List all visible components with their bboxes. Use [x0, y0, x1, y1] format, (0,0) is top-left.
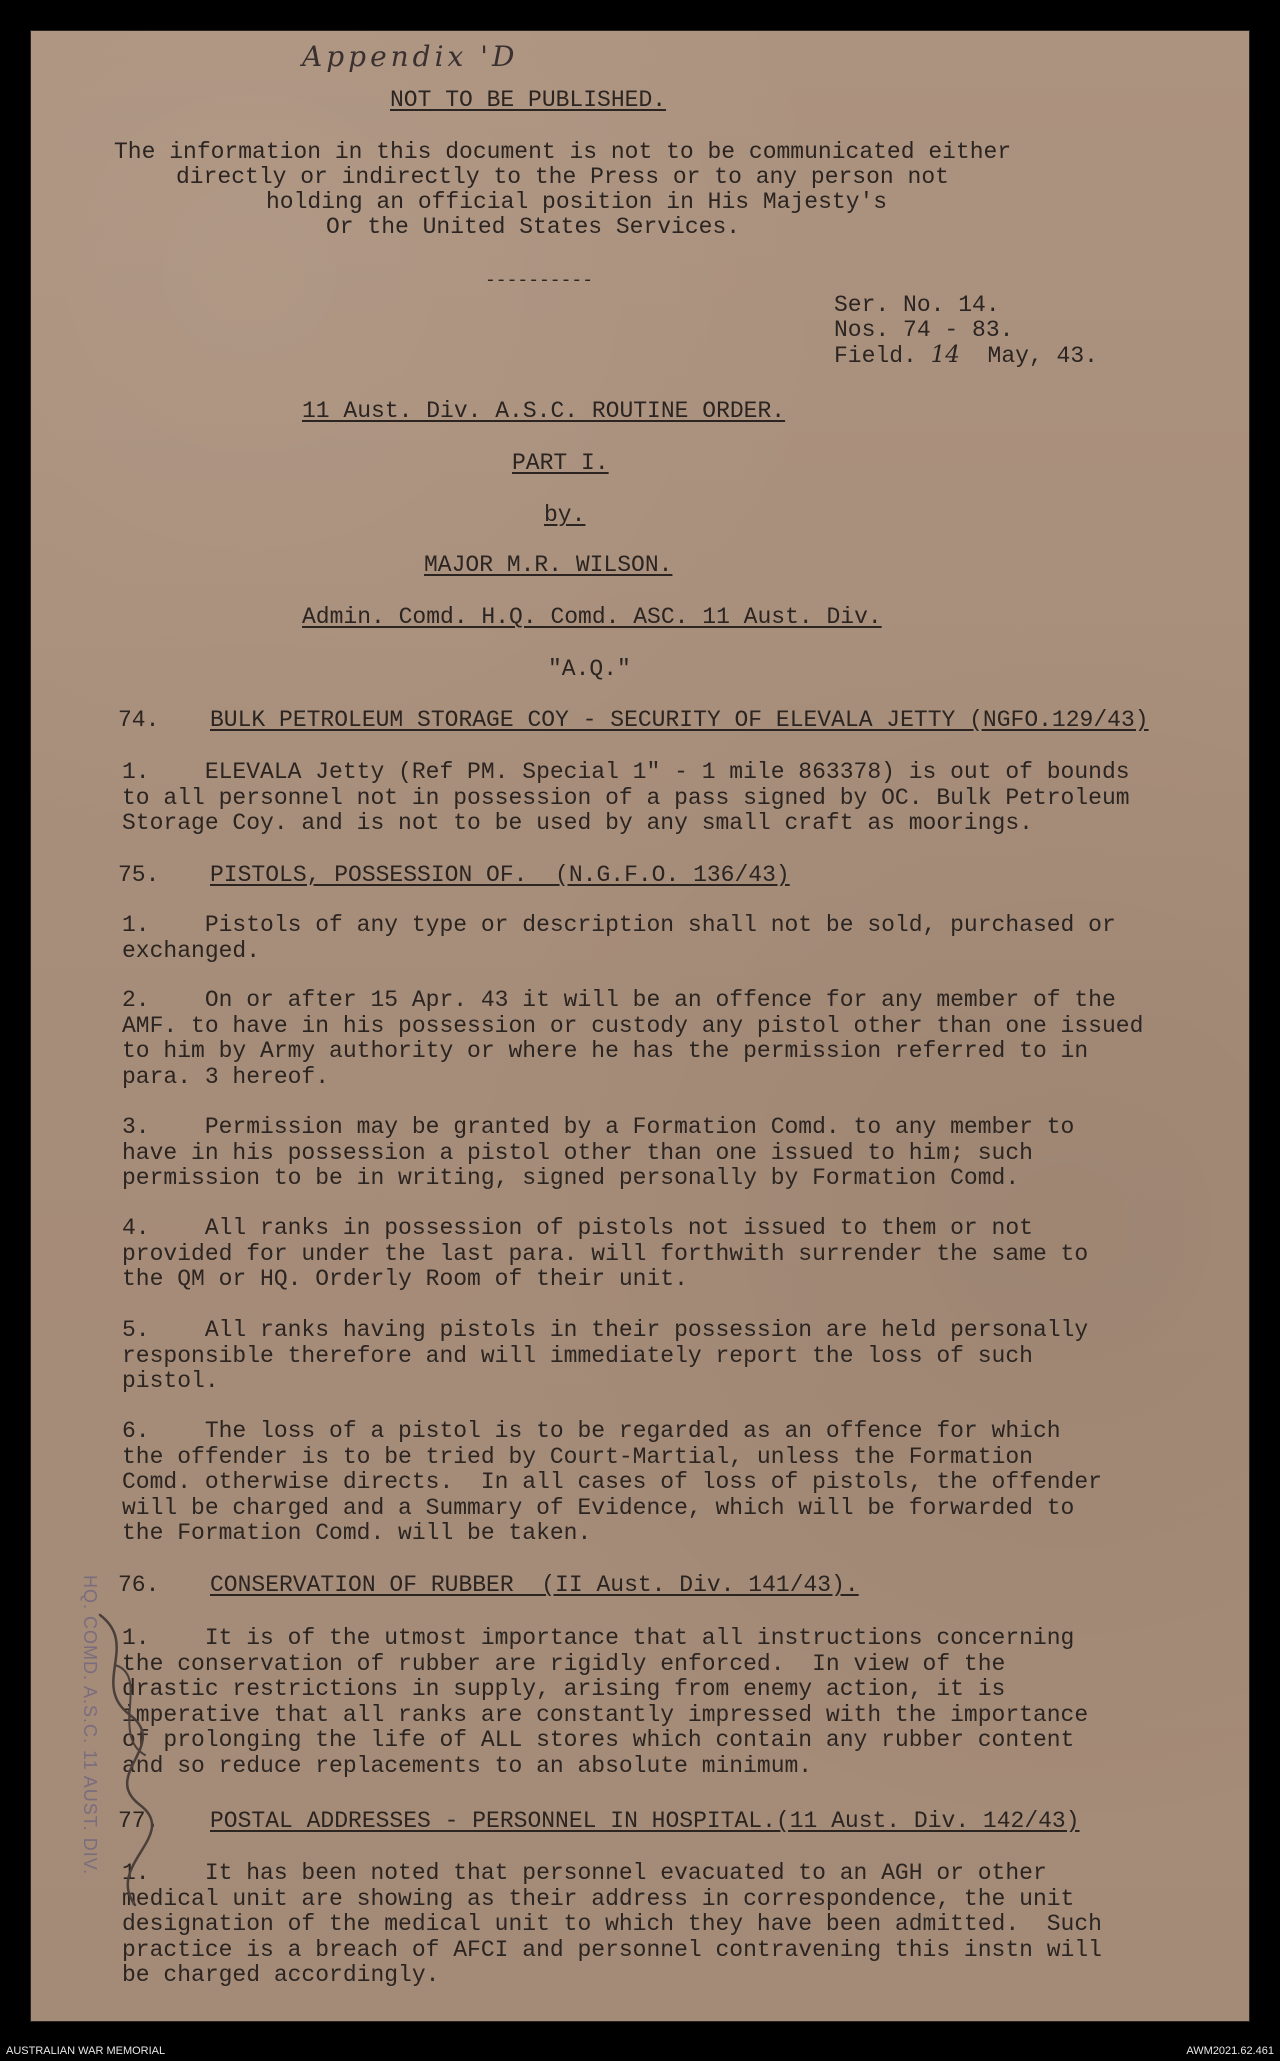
section-title: CONSERVATION OF RUBBER (II Aust. Div. 141/43). — [210, 1572, 859, 1598]
section-77-para-1: 1. It has been noted that personnel evacuated to an AGH or other medical unit are showing as their address in correspondence, the unit designation of the medical unit to which they have been admitted. Such practice is a breach of AFCI and personnel contravening this instn will be charged accordingly. — [122, 1860, 1102, 1988]
admin-line: Admin. Comd. H.Q. Comd. ASC. 11 Aust. Div. — [302, 604, 882, 630]
serial-number: Ser. No. 14. — [834, 292, 1000, 318]
field-date — [834, 342, 1098, 369]
order-title: 11 Aust. Div. A.S.C. ROUTINE ORDER. — [302, 398, 786, 424]
section-75-para-1: 1. Pistols of any type or description shall not be sold, purchased or exchanged. — [122, 912, 1116, 964]
section-75-para-2: 2. On or after 15 Apr. 43 it will be an offence for any member of the AMF. to have in his possession or custody any pistol other than one issued to him by Army authority or where he has the permission referred to in para. 3 hereof. — [122, 987, 1144, 1090]
section-title: POSTAL ADDRESSES - PERSONNEL IN HOSPITAL.(11 Aust. Div. 142/43) — [210, 1808, 1080, 1834]
section-75-para-5: 5. All ranks having pistols in their possession are held personally responsible therefore and will immediately report the loss of such pistol. — [122, 1317, 1089, 1394]
order-numbers: Nos. 74 - 83. — [834, 317, 1014, 343]
section-74-heading — [118, 707, 1149, 733]
notice-line-2: directly or indirectly to the Press or to any person not — [176, 164, 949, 190]
section-number: 74. — [118, 707, 160, 733]
section-number: 75. — [118, 862, 160, 888]
section-75-para-4: 4. All ranks in possession of pistols not issued to them or not provided for under the last para. will forthwith surrender the same to the QM or HQ. Orderly Room of their unit. — [122, 1215, 1089, 1292]
separator: ---------- — [485, 271, 594, 291]
field-day: 14 — [930, 342, 960, 368]
part-heading: PART I. — [512, 450, 609, 476]
section-number: 76. — [118, 1572, 160, 1598]
section-number: 77. — [118, 1808, 160, 1834]
aq-label: "A.Q." — [548, 656, 631, 682]
section-75-para-3: 3. Permission may be granted by a Formation Comd. to any member to have in his possession a pistol other than one issued to him; such permission to be in writing, signed personally by Formation Comd. — [122, 1114, 1075, 1191]
unit-stamp: HQ. COMD. A.S.C. 11 AUST. DIV. — [80, 1575, 100, 1876]
section-74-para-1: 1. ELEVALA Jetty (Ref PM. Special 1" - 1 mile 863378) is out of bounds to all personnel not in possession of a pass signed by OC. Bulk Petroleum Storage Coy. and is not to be used by any small craft as moorings. — [122, 759, 1130, 836]
signature-mark — [80, 1605, 170, 1935]
notice-line-1: The information in this document is not to be communicated either — [114, 139, 1012, 165]
section-title: PISTOLS, POSSESSION OF. (N.G.F.O. 136/43) — [210, 862, 790, 888]
section-76-para-1: 1. It is of the utmost importance that all instructions concerning the conservation of rubber are rigidly enforced. In view of the drastic restrictions in supply, arising from enemy action, it is imperative that all ranks are constantly impressed with the importance of prolonging the life of ALL stores which contain any rubber content and so reduce replacements to an absolute minimum. — [122, 1625, 1089, 1779]
not-published-heading: NOT TO BE PUBLISHED. — [390, 87, 667, 113]
section-75-heading — [118, 862, 790, 888]
section-76-heading — [118, 1572, 859, 1598]
field-month: May, 43. — [987, 343, 1098, 369]
officer-name: MAJOR M.R. WILSON. — [424, 552, 673, 578]
footer-right: AWM2021.62.461 — [1186, 2045, 1274, 2057]
field-prefix: Field. — [834, 343, 917, 369]
section-75-para-6: 6. The loss of a pistol is to be regarded as an offence for which the offender is to be tried by Court-Martial, unless the Formation Comd. otherwise directs. In all cases of loss of pistols, the offender will be charged and a Summary of Evidence, which will be forwarded to the Formation Comd. will be taken. — [122, 1418, 1102, 1546]
handwritten-annotation: Appendix 'D — [302, 40, 519, 73]
document-page — [30, 30, 1250, 2022]
section-title: BULK PETROLEUM STORAGE COY - SECURITY OF ELEVALA JETTY (NGFO.129/43) — [210, 707, 1149, 733]
notice-line-4: Or the United States Services. — [326, 214, 741, 240]
section-77-heading — [118, 1808, 1080, 1834]
by-label: by. — [544, 502, 586, 528]
footer-left: AUSTRALIAN WAR MEMORIAL — [6, 2045, 166, 2057]
notice-line-3: holding an official position in His Majesty's — [266, 189, 888, 215]
